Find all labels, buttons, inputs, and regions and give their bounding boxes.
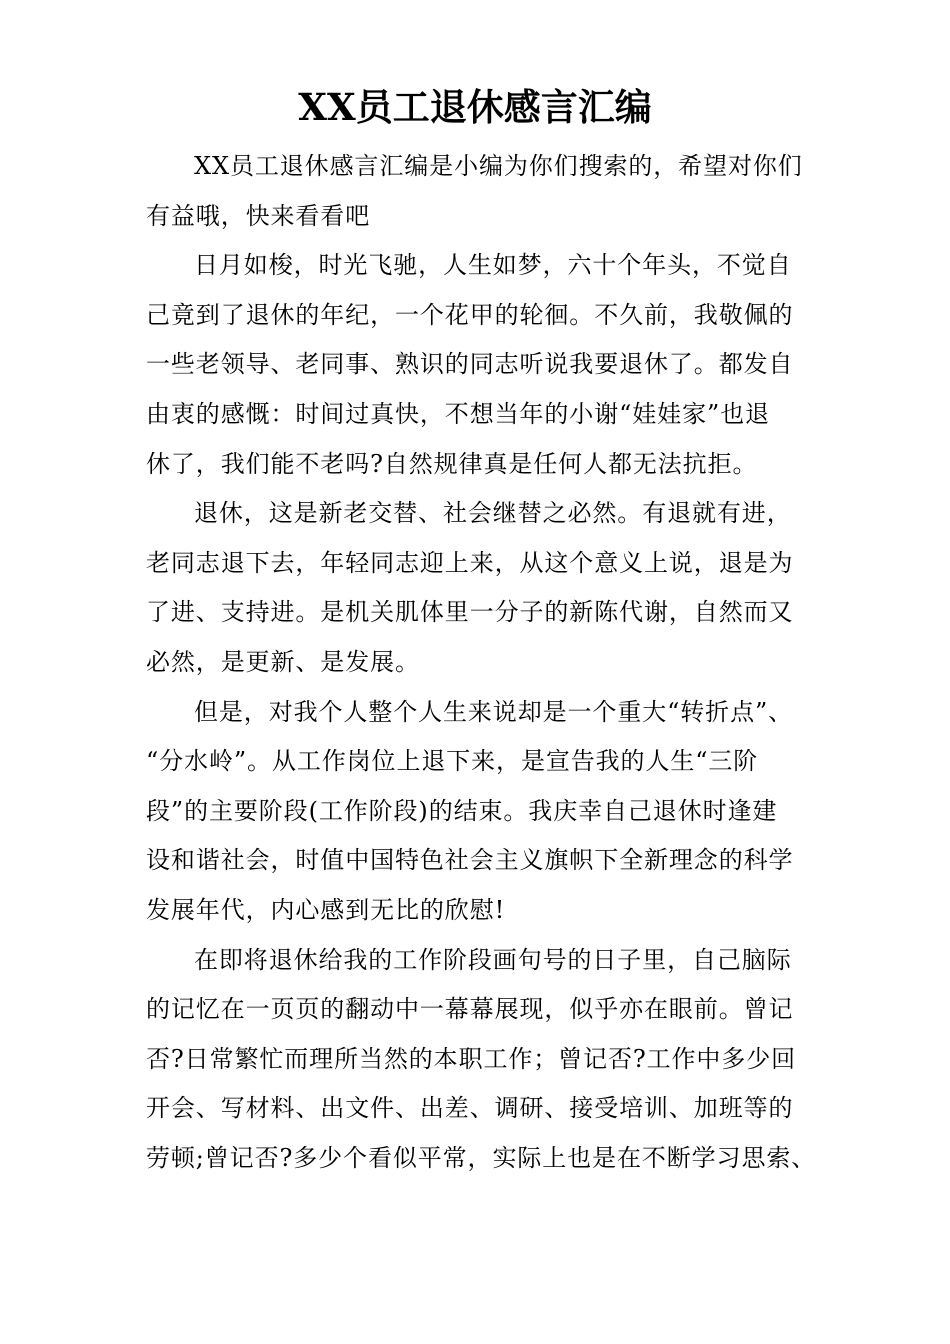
text-line: 有益哦，快来看看吧 (146, 201, 371, 230)
text-line: 设和谐社会，时值中国特色社会主义旗帜下全新理念的科学 (146, 846, 794, 875)
text-line: 老同志退下去，年轻同志迎上来，从这个意义上说，退是为 (146, 548, 794, 577)
text-line: XX员工退休感言汇编是小编为你们搜索的，希望对你们 (194, 152, 803, 180)
document-title: XX员工退休感言汇编 (298, 85, 652, 129)
text-line: 的记忆在一页页的翻动中一幕幕展现，似乎亦在眼前。曾记 (146, 995, 794, 1024)
text-line: “分水岭”。从工作岗位上退下来，是宣告我的人生“三阶 (146, 747, 759, 776)
text-line: 了进、支持进。是机关肌体里一分子的新陈代谢，自然而又 (146, 598, 794, 627)
text-line: 日月如梭，时光飞驰，人生如梦，六十个年头，不觉自 (194, 251, 792, 280)
text-line: 劳顿;曾记否?多少个看似平常，实际上也是在不断学习思索、 (146, 1143, 817, 1172)
text-line: 休了，我们能不老吗?自然规律真是任何人都无法抗拒。 (146, 449, 758, 478)
text-line: 己竟到了退休的年纪，一个花甲的轮徊。不久前，我敬佩的 (146, 300, 794, 329)
text-line: 开会、写材料、出文件、出差、调研、接受培训、加班等的 (146, 1094, 794, 1123)
text-line: 一些老领导、老同事、熟识的同志听说我要退休了。都发自 (146, 350, 794, 379)
document-body (146, 142, 818, 1183)
text-line: 但是，对我个人整个人生来说却是一个重大“转折点”、 (194, 697, 794, 726)
text-line: 否?日常繁忙而理所当然的本职工作；曾记否?工作中多少回 (146, 1044, 797, 1073)
text-line: 在即将退休给我的工作阶段画句号的日子里，自己脑际 (194, 945, 792, 974)
text-line: 必然，是更新、是发展。 (146, 647, 420, 676)
text-line: 段”的主要阶段(工作阶段)的结束。我庆幸自己退休时逢建 (146, 796, 778, 825)
text-line: 发展年代，内心感到无比的欣慰! (146, 895, 506, 924)
text-line: 退休，这是新老交替、社会继替之必然。有退就有进， (194, 499, 792, 528)
text-line: 由衷的感慨：时间过真快，不想当年的小谢“娃娃家”也退 (146, 399, 770, 428)
